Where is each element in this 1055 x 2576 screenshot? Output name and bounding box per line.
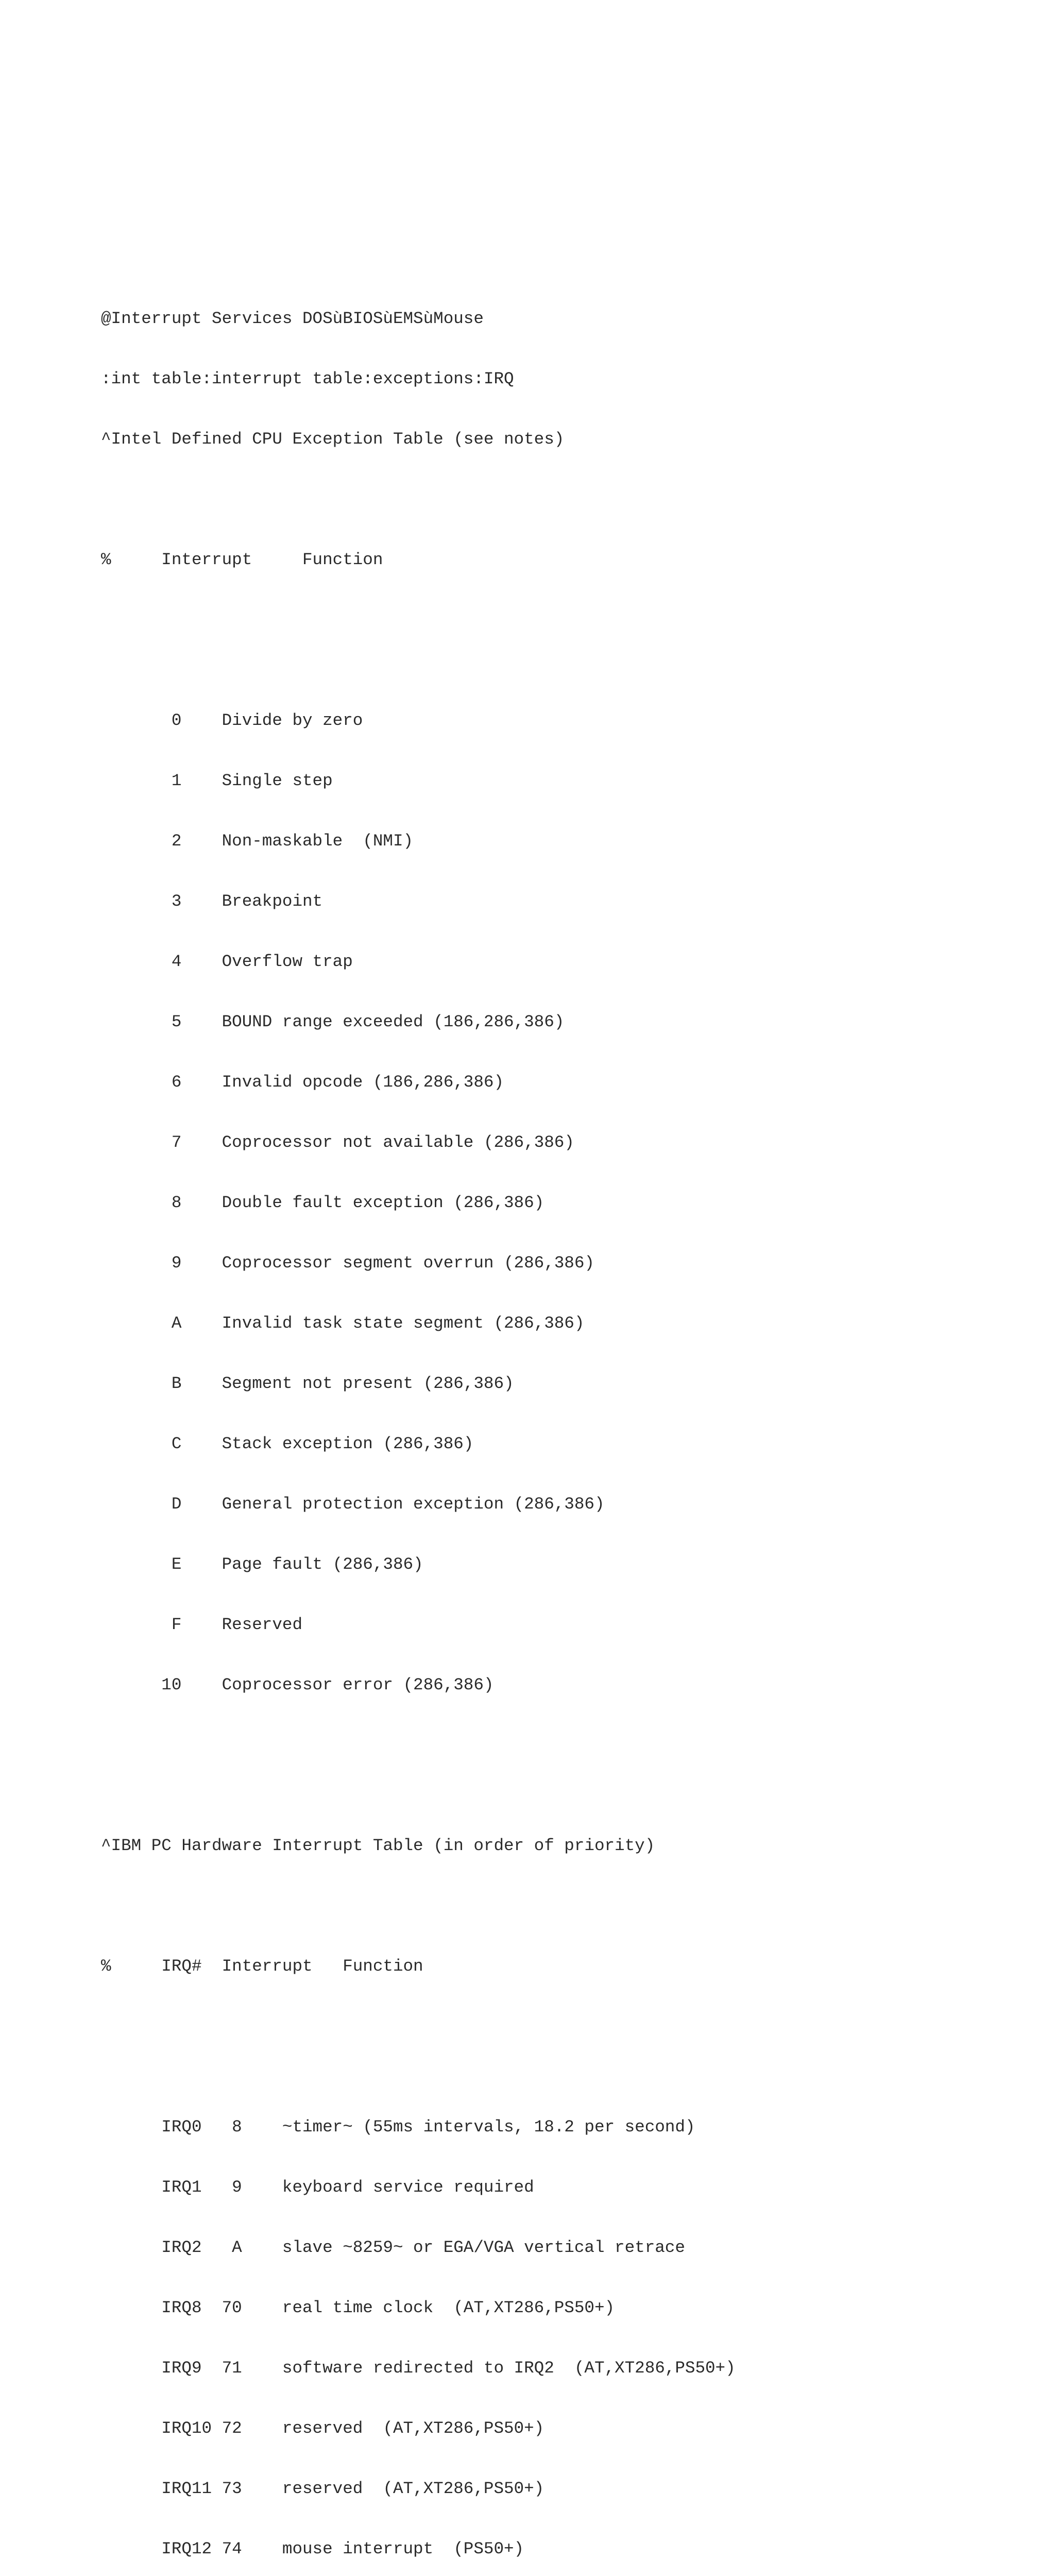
table-row: IRQ10 72 reserved (AT,XT286,PS50+)	[101, 2419, 544, 2438]
cpu-exceptions-title: ^Intel Defined CPU Exception Table (see notes)	[101, 430, 565, 449]
table-row: IRQ0 8 ~timer~ (55ms intervals, 18.2 per second)	[101, 2117, 695, 2137]
hardware-interrupts-table	[101, 2077, 826, 2576]
table-row: IRQ9 71 software redirected to IRQ2 (AT,XT286,PS50+)	[101, 2359, 736, 2378]
table-row: 7 Coprocessor not available (286,386)	[101, 1133, 574, 1152]
blank-line	[101, 610, 826, 630]
header-line-1: @Interrupt Services DOSùBIOSùEMSùMouse	[101, 309, 484, 328]
table-row: A Invalid task state segment (286,386)	[101, 1314, 585, 1333]
table-row: F Reserved	[101, 1615, 303, 1634]
blank-line	[101, 2016, 826, 2037]
table-row: 1 Single step	[101, 771, 333, 790]
table-row: IRQ1 9 keyboard service required	[101, 2178, 534, 2197]
table-row: IRQ8 70 real time clock (AT,XT286,PS50+)	[101, 2298, 615, 2317]
table-row: B Segment not present (286,386)	[101, 1374, 514, 1393]
table-row: 5 BOUND range exceeded (186,286,386)	[101, 1012, 565, 1031]
document-page	[101, 268, 826, 2576]
hardware-interrupts-title: ^IBM PC Hardware Interrupt Table (in order of priority)	[101, 1836, 655, 1855]
blank-line	[101, 1775, 826, 1795]
table-row: 0 Divide by zero	[101, 711, 363, 730]
table-row: 3 Breakpoint	[101, 892, 323, 911]
table-row: 8 Double fault exception (286,386)	[101, 1193, 544, 1212]
table-row: D General protection exception (286,386)	[101, 1495, 605, 1514]
table-row: 4 Overflow trap	[101, 952, 353, 971]
table-row: 9 Coprocessor segment overrun (286,386)	[101, 1253, 594, 1273]
table-row: IRQ11 73 reserved (AT,XT286,PS50+)	[101, 2479, 544, 2498]
hardware-interrupts-column-header: % IRQ# Interrupt Function	[101, 1957, 423, 1976]
table-row: IRQ12 74 mouse interrupt (PS50+)	[101, 2539, 524, 2558]
table-row: C Stack exception (286,386)	[101, 1434, 474, 1453]
blank-line	[101, 489, 826, 510]
cpu-exceptions-table	[101, 670, 826, 1735]
cpu-exceptions-column-header: % Interrupt Function	[101, 550, 383, 569]
table-row: 6 Invalid opcode (186,286,386)	[101, 1073, 504, 1092]
header-line-2: :int table:interrupt table:exceptions:IRQ	[101, 369, 514, 388]
blank-line	[101, 1896, 826, 1916]
table-row: IRQ2 A slave ~8259~ or EGA/VGA vertical retrace	[101, 2238, 685, 2257]
table-row: 10 Coprocessor error (286,386)	[101, 1675, 494, 1694]
table-row: 2 Non-maskable (NMI)	[101, 832, 414, 851]
table-row: E Page fault (286,386)	[101, 1555, 423, 1574]
